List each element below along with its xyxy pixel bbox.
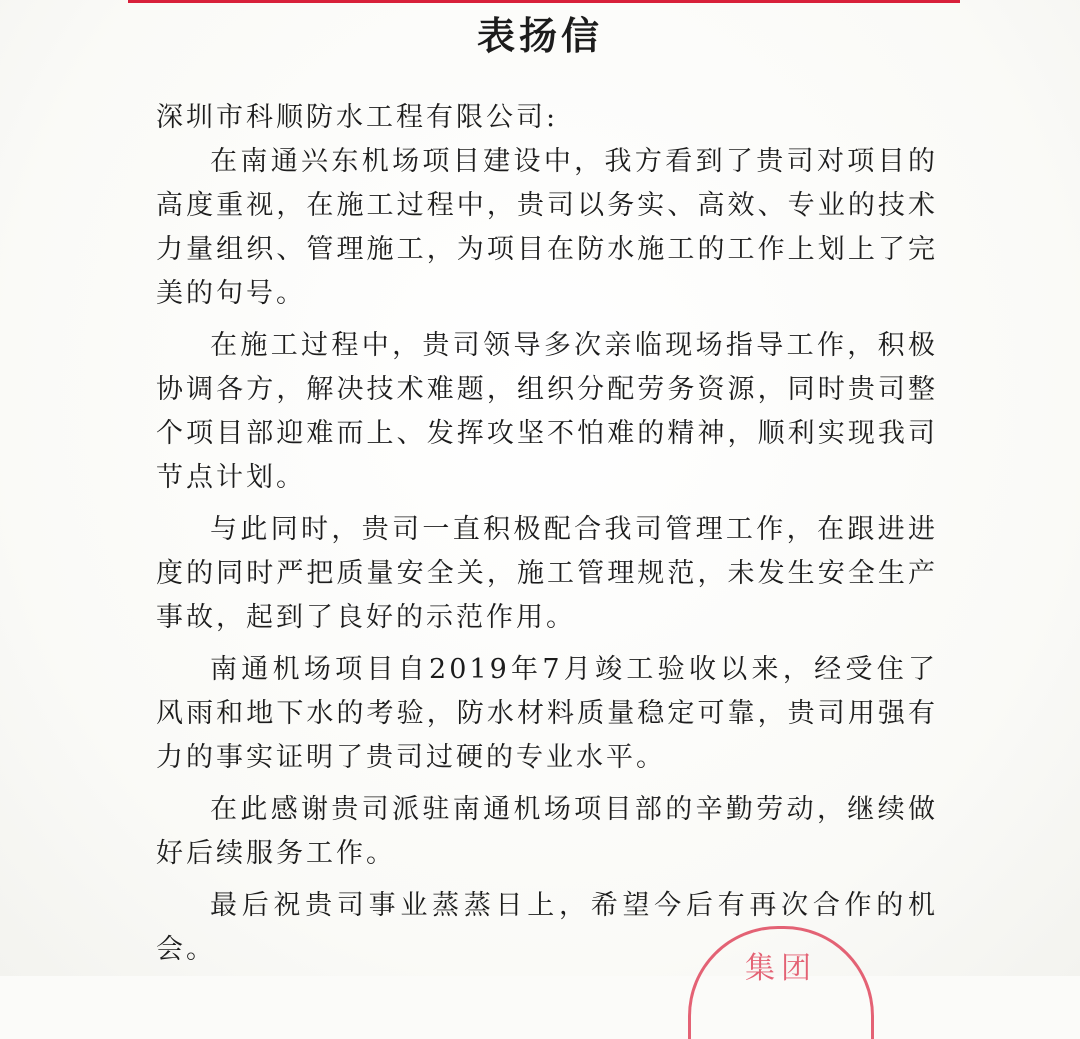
header-red-rule <box>128 0 960 3</box>
company-seal-stamp <box>688 926 874 1039</box>
letter-addressee: 深圳市科顺防水工程有限公司: <box>156 102 559 133</box>
paragraph-1: 在南通兴东机场项目建设中，我方看到了贵司对项目的高度重视，在施工过程中，贵司以务实、高效、专业的技术力量组织、管理施工，为项目在防水施工的工作上划上了完美的句号。 <box>156 146 938 309</box>
paragraph-2: 在施工过程中，贵司领导多次亲临现场指导工作，积极协调各方，解决技术难题，组织分配劳务资源，同时贵司整个项目部迎难而上、发挥攻坚不怕难的精神，顺利实现我司节点计划。 <box>156 330 938 493</box>
seal-text: 集团 <box>745 951 817 986</box>
paragraph-4: 南通机场项目自2019年7月竣工验收以来，经受住了风雨和地下水的考验，防水材料质量稳定可靠，贵司用强有力的事实证明了贵司过硬的专业水平。 <box>156 654 938 773</box>
letter-body <box>156 140 938 980</box>
letter-title: 表扬信 <box>476 13 603 58</box>
paragraph-5: 在此感谢贵司派驻南通机场项目部的辛勤劳动，继续做好后续服务工作。 <box>156 794 938 869</box>
paragraph-3: 与此同时，贵司一直积极配合我司管理工作，在跟进进度的同时严把质量安全关，施工管理规范，未发生安全生产事故，起到了良好的示范作用。 <box>156 514 938 633</box>
paragraph-6: 最后祝贵司事业蒸蒸日上，希望今后有再次合作的机会。 <box>156 890 938 965</box>
